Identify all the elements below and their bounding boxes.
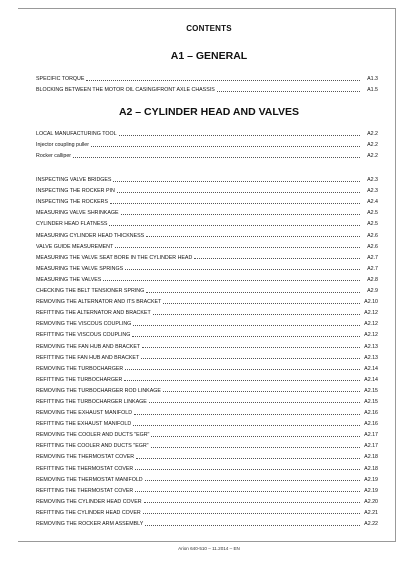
toc-entry-page-number: A1.3 [367, 76, 378, 83]
toc-entry-title: REFITTING THE VISCOUS COUPLING [36, 332, 131, 339]
toc-entry-title: LOCAL MANUFACTURING TOOL [36, 131, 117, 138]
toc-entry-title: REFITTING THE THERMOSTAT COVER [36, 487, 134, 494]
dot-leader [121, 214, 360, 215]
dot-leader [145, 480, 360, 481]
toc-entry[interactable] [36, 516, 378, 527]
toc-entry-page-number: A2.2 [367, 142, 378, 149]
toc-entry[interactable] [36, 283, 378, 294]
toc-entry-title: REFITTING THE COOLER AND DUCTS "EGR" [36, 443, 149, 450]
toc-entry[interactable] [36, 494, 378, 505]
toc-entry-page-number: A2.10 [364, 299, 378, 306]
toc-list-a1 [36, 71, 378, 93]
toc-entry-page-number: A2.17 [364, 443, 378, 450]
dot-leader [146, 236, 360, 237]
toc-entry-page-number: A2.16 [364, 421, 378, 428]
toc-entry[interactable] [36, 272, 378, 283]
toc-entry-title: REMOVING THE ALTERNATOR AND ITS BRACKET [36, 299, 162, 306]
top-border-rule [18, 8, 396, 9]
toc-entry-title: MEASURING THE VALVES [36, 276, 102, 283]
section-heading-a1: A1 – GENERAL [170, 50, 248, 62]
toc-entry[interactable] [36, 427, 378, 438]
toc-entry-title: REFITTING THE THERMOSTAT COVER [36, 465, 134, 472]
dot-leader [142, 347, 360, 348]
toc-entry-page-number: A2.17 [364, 432, 378, 439]
section-heading-a2: A2 – CYLINDER HEAD AND VALVES [118, 106, 300, 118]
toc-entry-page-number: A2.15 [364, 387, 378, 394]
toc-entry-page-number: A2.20 [364, 498, 378, 505]
toc-entry[interactable] [36, 361, 378, 372]
toc-entry-title: REMOVING THE CYLINDER HEAD COVER [36, 498, 142, 505]
toc-entry-title: REMOVING THE THERMOSTAT COVER [36, 454, 135, 461]
dot-leader [135, 469, 360, 470]
dot-leader [113, 181, 360, 182]
toc-entry-title: REMOVING THE ROCKER ARM ASSEMBLY [36, 521, 144, 527]
dot-leader [124, 380, 360, 381]
toc-entry-page-number: A2.19 [364, 487, 378, 494]
toc-entry-page-number: A2.12 [364, 310, 378, 317]
toc-entry-title: REMOVING THE TURBOCHARGER ROD LINKAGE [36, 387, 161, 394]
toc-entry[interactable] [36, 438, 378, 449]
toc-entry[interactable] [36, 405, 378, 416]
toc-entry-title: SPECIFIC TORQUE [36, 76, 85, 83]
toc-entry-page-number: A2.19 [364, 476, 378, 483]
toc-entry[interactable] [36, 327, 378, 338]
toc-entry[interactable] [36, 505, 378, 516]
right-border-rule [395, 8, 396, 542]
toc-entry-page-number: A2.3 [367, 188, 378, 195]
toc-entry-title: REMOVING THE EXHAUST MANIFOLD [36, 410, 133, 417]
dot-leader [163, 391, 360, 392]
toc-entry-page-number: A2.14 [364, 365, 378, 372]
toc-entry-title: MEASURING THE VALVE SPRINGS [36, 265, 124, 272]
toc-entry[interactable] [36, 372, 378, 383]
dot-leader [145, 525, 360, 526]
toc-entry[interactable] [36, 261, 378, 272]
toc-entry-title: REMOVING THE FAN HUB AND BRACKET [36, 343, 141, 350]
dot-leader [125, 269, 360, 270]
toc-entry-title: Rocker calliper [36, 153, 72, 160]
toc-entry[interactable] [36, 194, 378, 205]
dot-leader [194, 258, 360, 259]
toc-entry[interactable] [36, 472, 378, 483]
toc-entry[interactable] [36, 416, 378, 427]
toc-entry-page-number: A2.7 [367, 265, 378, 272]
toc-entry[interactable] [36, 449, 378, 460]
toc-entry-title: REFITTING THE FAN HUB AND BRACKET [36, 354, 140, 361]
dot-leader [119, 135, 360, 136]
toc-entry[interactable] [36, 71, 378, 82]
toc-entry-title: MEASURING VALVE SHRINKAGE [36, 210, 119, 217]
dot-leader [117, 192, 360, 193]
toc-entry-page-number: A2.15 [364, 398, 378, 405]
toc-entry[interactable] [36, 216, 378, 227]
toc-entry[interactable] [36, 239, 378, 250]
toc-entry-page-number: A2.12 [364, 321, 378, 328]
toc-entry-page-number: A2.4 [367, 199, 378, 206]
toc-entry-title: INSPECTING VALVE BRIDGES [36, 177, 112, 184]
dot-leader [144, 502, 360, 503]
toc-entry[interactable] [36, 148, 378, 159]
toc-entry-page-number: A2.2 [367, 131, 378, 138]
toc-entry-page-number: A2.14 [364, 376, 378, 383]
toc-entry-title: MEASURING THE VALVE SEAT BORE IN THE CYLINDER HEAD [36, 254, 193, 261]
toc-entry-page-number: A2.7 [367, 254, 378, 261]
toc-entry-title: MEASURING CYLINDER HEAD THICKNESS [36, 232, 145, 239]
toc-entry-page-number: A2.18 [364, 465, 378, 472]
dot-leader [86, 80, 360, 81]
toc-entry-title: REFITTING THE ALTERNATOR AND BRACKET [36, 310, 151, 317]
toc-entry[interactable] [36, 483, 378, 494]
toc-entry-title: REMOVING THE COOLER AND DUCTS "EGR" [36, 432, 150, 439]
dot-leader [163, 303, 360, 304]
toc-entry-title: CHECKING THE BELT TENSIONER SPRING [36, 288, 145, 295]
toc-entry-title: REMOVING THE THERMOSTAT MANIFOLD [36, 476, 143, 483]
toc-entry-page-number: A2.5 [367, 221, 378, 228]
toc-entry-page-number: A1.5 [367, 87, 378, 94]
toc-entry[interactable] [36, 460, 378, 471]
bottom-border-rule [18, 541, 396, 542]
toc-entry[interactable] [36, 172, 378, 183]
toc-entry-title: REFITTING THE TURBOCHARGER LINKAGE [36, 398, 147, 405]
toc-entry[interactable] [36, 137, 378, 148]
dot-leader [133, 425, 360, 426]
toc-entry-page-number: A2.6 [367, 243, 378, 250]
dot-leader [135, 491, 360, 492]
dot-leader [91, 146, 360, 147]
toc-entry-page-number: A2.5 [367, 210, 378, 217]
toc-entry[interactable] [36, 383, 378, 394]
toc-entry[interactable] [36, 350, 378, 361]
toc-entry-page-number: A2.2 [367, 153, 378, 160]
dot-leader [73, 157, 360, 158]
toc-list-a2-procedures [36, 172, 378, 527]
dot-leader [133, 325, 360, 326]
toc-entry-title: REMOVING THE TURBOCHARGER [36, 365, 124, 372]
toc-entry-title: BLOCKING BETWEEN THE MOTOR OIL CASING/FRONT AXLE CHASSIS [36, 87, 215, 94]
dot-leader [217, 91, 360, 92]
dot-leader [132, 336, 360, 337]
toc-entry-page-number: A2.16 [364, 410, 378, 417]
toc-entry-title: VALVE GUIDE MEASUREMENT [36, 243, 114, 250]
dot-leader [146, 292, 360, 293]
dot-leader [115, 247, 360, 248]
toc-entry[interactable] [36, 294, 378, 305]
dot-leader [149, 402, 360, 403]
dot-leader [153, 314, 360, 315]
toc-entry-title: REFITTING THE CYLINDER HEAD COVER [36, 509, 141, 516]
toc-entry[interactable] [36, 82, 378, 93]
toc-entry[interactable] [36, 126, 378, 137]
toc-entry[interactable] [36, 338, 378, 349]
toc-entry-title: REFITTING THE TURBOCHARGER [36, 376, 123, 383]
toc-entry-page-number: A2.3 [367, 177, 378, 184]
toc-entry-page-number: A2.12 [364, 332, 378, 339]
toc-entry-page-number: A2.21 [364, 509, 378, 516]
toc-entry-page-number: A2.22 [364, 521, 378, 527]
dot-leader [143, 513, 360, 514]
toc-entry-title: REMOVING THE VISCOUS COUPLING [36, 321, 132, 328]
toc-entry-title: INSPECTING THE ROCKER PIN [36, 188, 115, 195]
toc-entry-page-number: A2.9 [367, 288, 378, 295]
toc-entry-title: CYLINDER HEAD FLATNESS [36, 221, 108, 228]
toc-entry-page-number: A2.18 [364, 454, 378, 461]
dot-leader [125, 369, 360, 370]
dot-leader [136, 458, 360, 459]
toc-entry-title: INSPECTING THE ROCKERS [36, 199, 109, 206]
toc-entry-title: REFITTING THE EXHAUST MANIFOLD [36, 421, 132, 428]
toc-entry[interactable] [36, 227, 378, 238]
toc-entry[interactable] [36, 316, 378, 327]
dot-leader [151, 436, 360, 437]
dot-leader [141, 358, 360, 359]
page-title: CONTENTS [186, 24, 232, 33]
dot-leader [103, 280, 360, 281]
dot-leader [134, 414, 360, 415]
page-footer: Arion 640-510 – 11.2014 – EN [178, 546, 240, 551]
toc-entry[interactable] [36, 305, 378, 316]
dot-leader [109, 225, 360, 226]
toc-entry-page-number: A2.13 [364, 343, 378, 350]
toc-entry-title: Injector coupling puller [36, 142, 89, 149]
toc-entry[interactable] [36, 205, 378, 216]
dot-leader [151, 447, 360, 448]
toc-list-a2-tools [36, 126, 378, 159]
dot-leader [110, 203, 360, 204]
toc-entry-page-number: A2.13 [364, 354, 378, 361]
toc-entry-page-number: A2.6 [367, 232, 378, 239]
toc-entry[interactable] [36, 183, 378, 194]
toc-entry-page-number: A2.8 [367, 276, 378, 283]
toc-entry[interactable] [36, 250, 378, 261]
toc-entry[interactable] [36, 394, 378, 405]
